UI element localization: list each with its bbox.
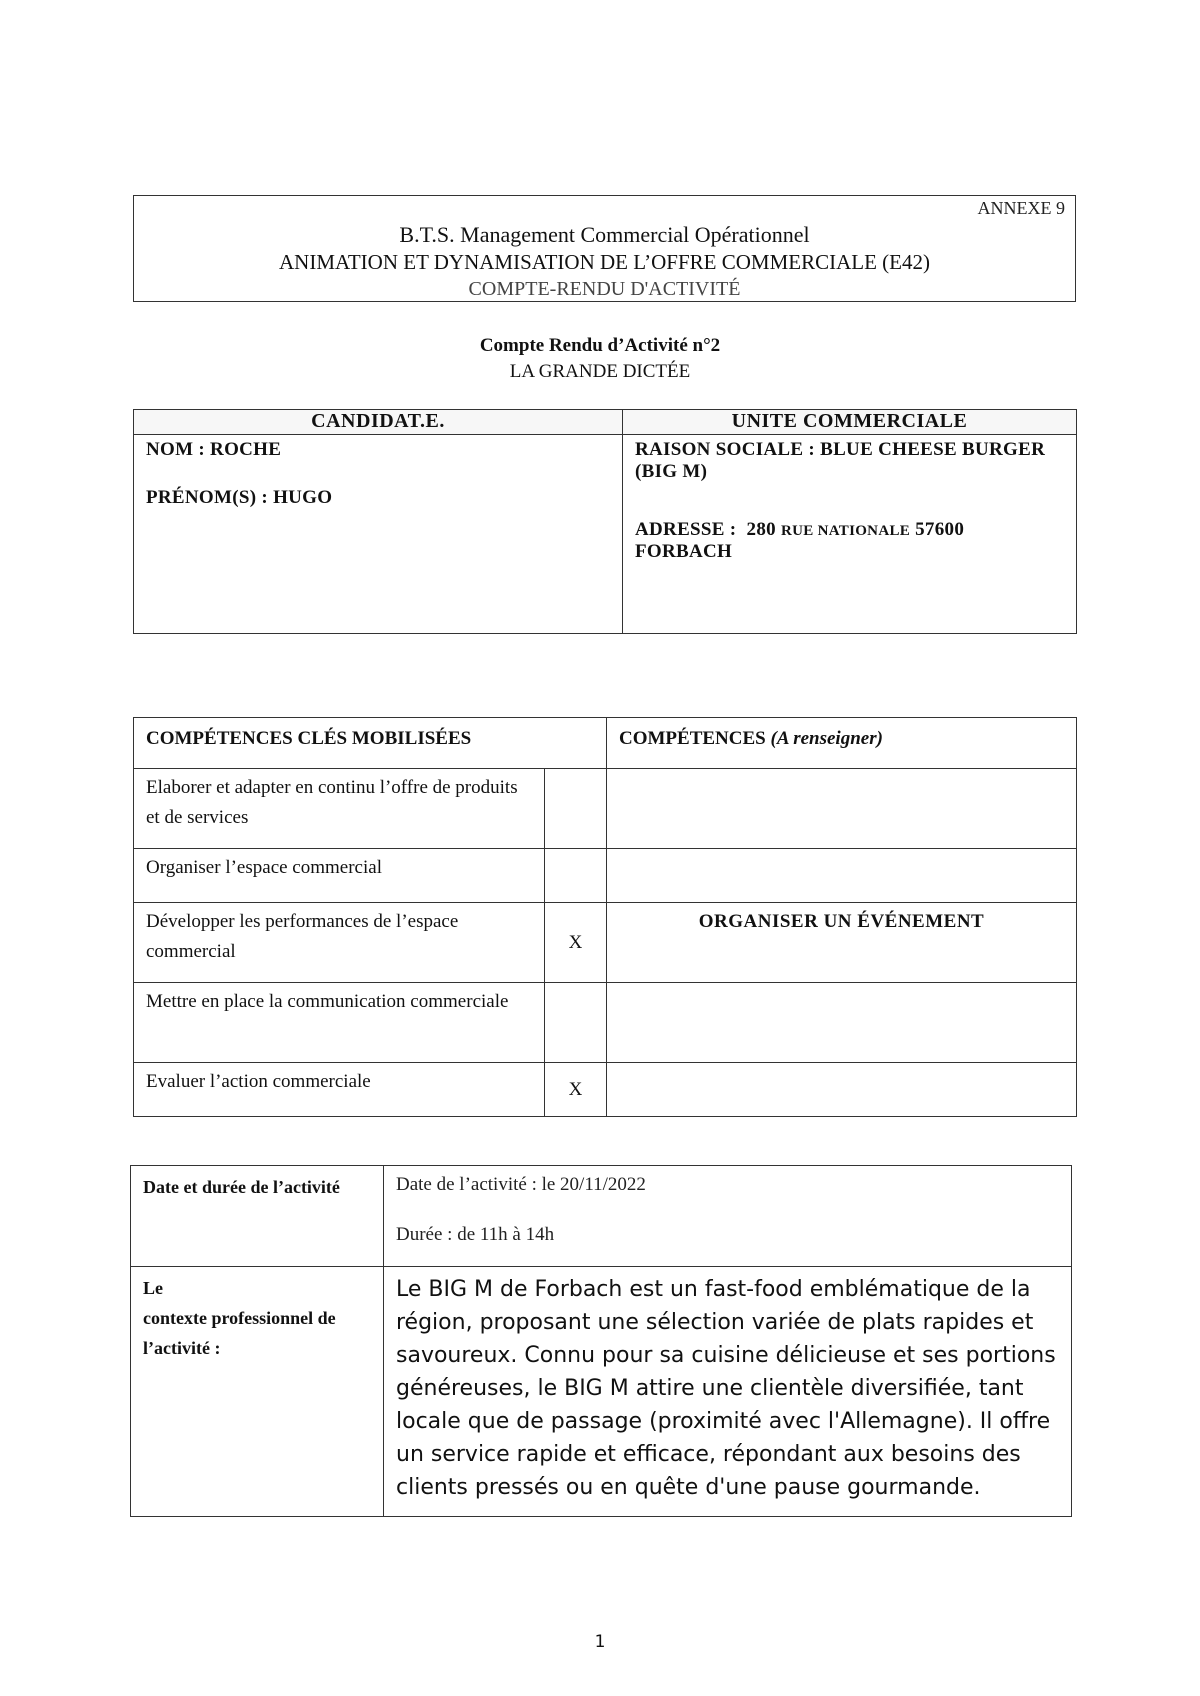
adresse xyxy=(635,519,1064,541)
candidate-table xyxy=(133,409,1077,634)
section-title: ANIMATION ET DYNAMISATION DE L’OFFRE COMMERCIALE (E42) xyxy=(279,250,930,274)
candidate-cell xyxy=(134,435,623,634)
context-label xyxy=(131,1267,384,1517)
adresse-label: ADRESSE : xyxy=(635,519,737,540)
report-theme: LA GRANDE DICTÉE xyxy=(509,361,691,382)
candidate-prenom: PRÉNOM(S) : HUGO xyxy=(146,487,333,508)
skill-mark xyxy=(545,849,607,903)
skill-competence xyxy=(607,769,1077,849)
skill-label: Développer les performances de l’espace commercial xyxy=(134,903,545,983)
skills-table xyxy=(133,717,1077,1117)
duration-value: Durée : de 11h à 14h xyxy=(396,1224,555,1245)
key-skills-header: COMPÉTENCES CLÉS MOBILISÉES xyxy=(134,718,607,769)
adresse-number: 280 xyxy=(746,519,776,540)
raison-sociale: RAISON SOCIALE : BLUE CHEESE BURGER (BIG M) xyxy=(635,439,1046,482)
skill-competence: ORGANISER UN ÉVÉNEMENT xyxy=(607,903,1077,983)
skill-label: Organiser l’espace commercial xyxy=(134,849,545,903)
date-value: Date de l’activité : le 20/11/2022 xyxy=(396,1174,646,1195)
header-box xyxy=(133,195,1076,302)
page-number: 1 xyxy=(594,1632,606,1652)
unit-cell xyxy=(623,435,1077,634)
skill-mark: X xyxy=(545,1063,607,1117)
context-label-line2: contexte professionnel de l’activité : xyxy=(143,1308,336,1358)
context-text: Le BIG M de Forbach est un fast-food emblématique de la région, proposant une sélection variée de plats rapides et savoureux. Connu pour sa cuisine délicieuse et ses portions généreuses, le BIG M attire une clientèle diversifiée, tant locale que de passage (proximité avec l'Allemagne). Il offre un service rapide et efficace, répondant aux besoins des clients pressés ou en quête d'une pause gourmande. xyxy=(384,1267,1072,1517)
skill-mark xyxy=(545,769,607,849)
competences-header-note: (A renseigner) xyxy=(770,728,883,749)
adresse-city: FORBACH xyxy=(635,541,733,562)
report-type-title: COMPTE-RENDU D'ACTIVITÉ xyxy=(468,278,741,300)
skill-mark xyxy=(545,983,607,1063)
candidate-nom: NOM : ROCHE xyxy=(146,439,282,460)
activity-table xyxy=(130,1165,1072,1517)
date-label: Date et durée de l’activité xyxy=(131,1166,384,1267)
skill-label: Elaborer et adapter en continu l’offre de produits et de services xyxy=(134,769,545,849)
adresse-street: RUE NATIONALE xyxy=(781,523,911,539)
competences-header xyxy=(607,718,1077,769)
report-number: Compte Rendu d’Activité n°2 xyxy=(479,335,721,356)
skill-label: Mettre en place la communication commerciale xyxy=(134,983,545,1063)
context-label-line1: Le xyxy=(143,1278,163,1298)
unit-column-header: UNITE COMMERCIALE xyxy=(623,410,1077,435)
candidate-column-header: CANDIDAT.E. xyxy=(134,410,623,435)
skill-competence xyxy=(607,1063,1077,1117)
bts-title: B.T.S. Management Commercial Opérationnel xyxy=(399,222,810,247)
skill-competence xyxy=(607,983,1077,1063)
annexe-label: ANNEXE 9 xyxy=(977,198,1065,218)
skill-competence xyxy=(607,849,1077,903)
skill-mark: X xyxy=(545,903,607,983)
competences-header-label: COMPÉTENCES xyxy=(619,728,766,749)
adresse-postcode: 57600 xyxy=(915,519,965,540)
date-cell xyxy=(384,1166,1072,1267)
skill-label: Evaluer l’action commerciale xyxy=(134,1063,545,1117)
